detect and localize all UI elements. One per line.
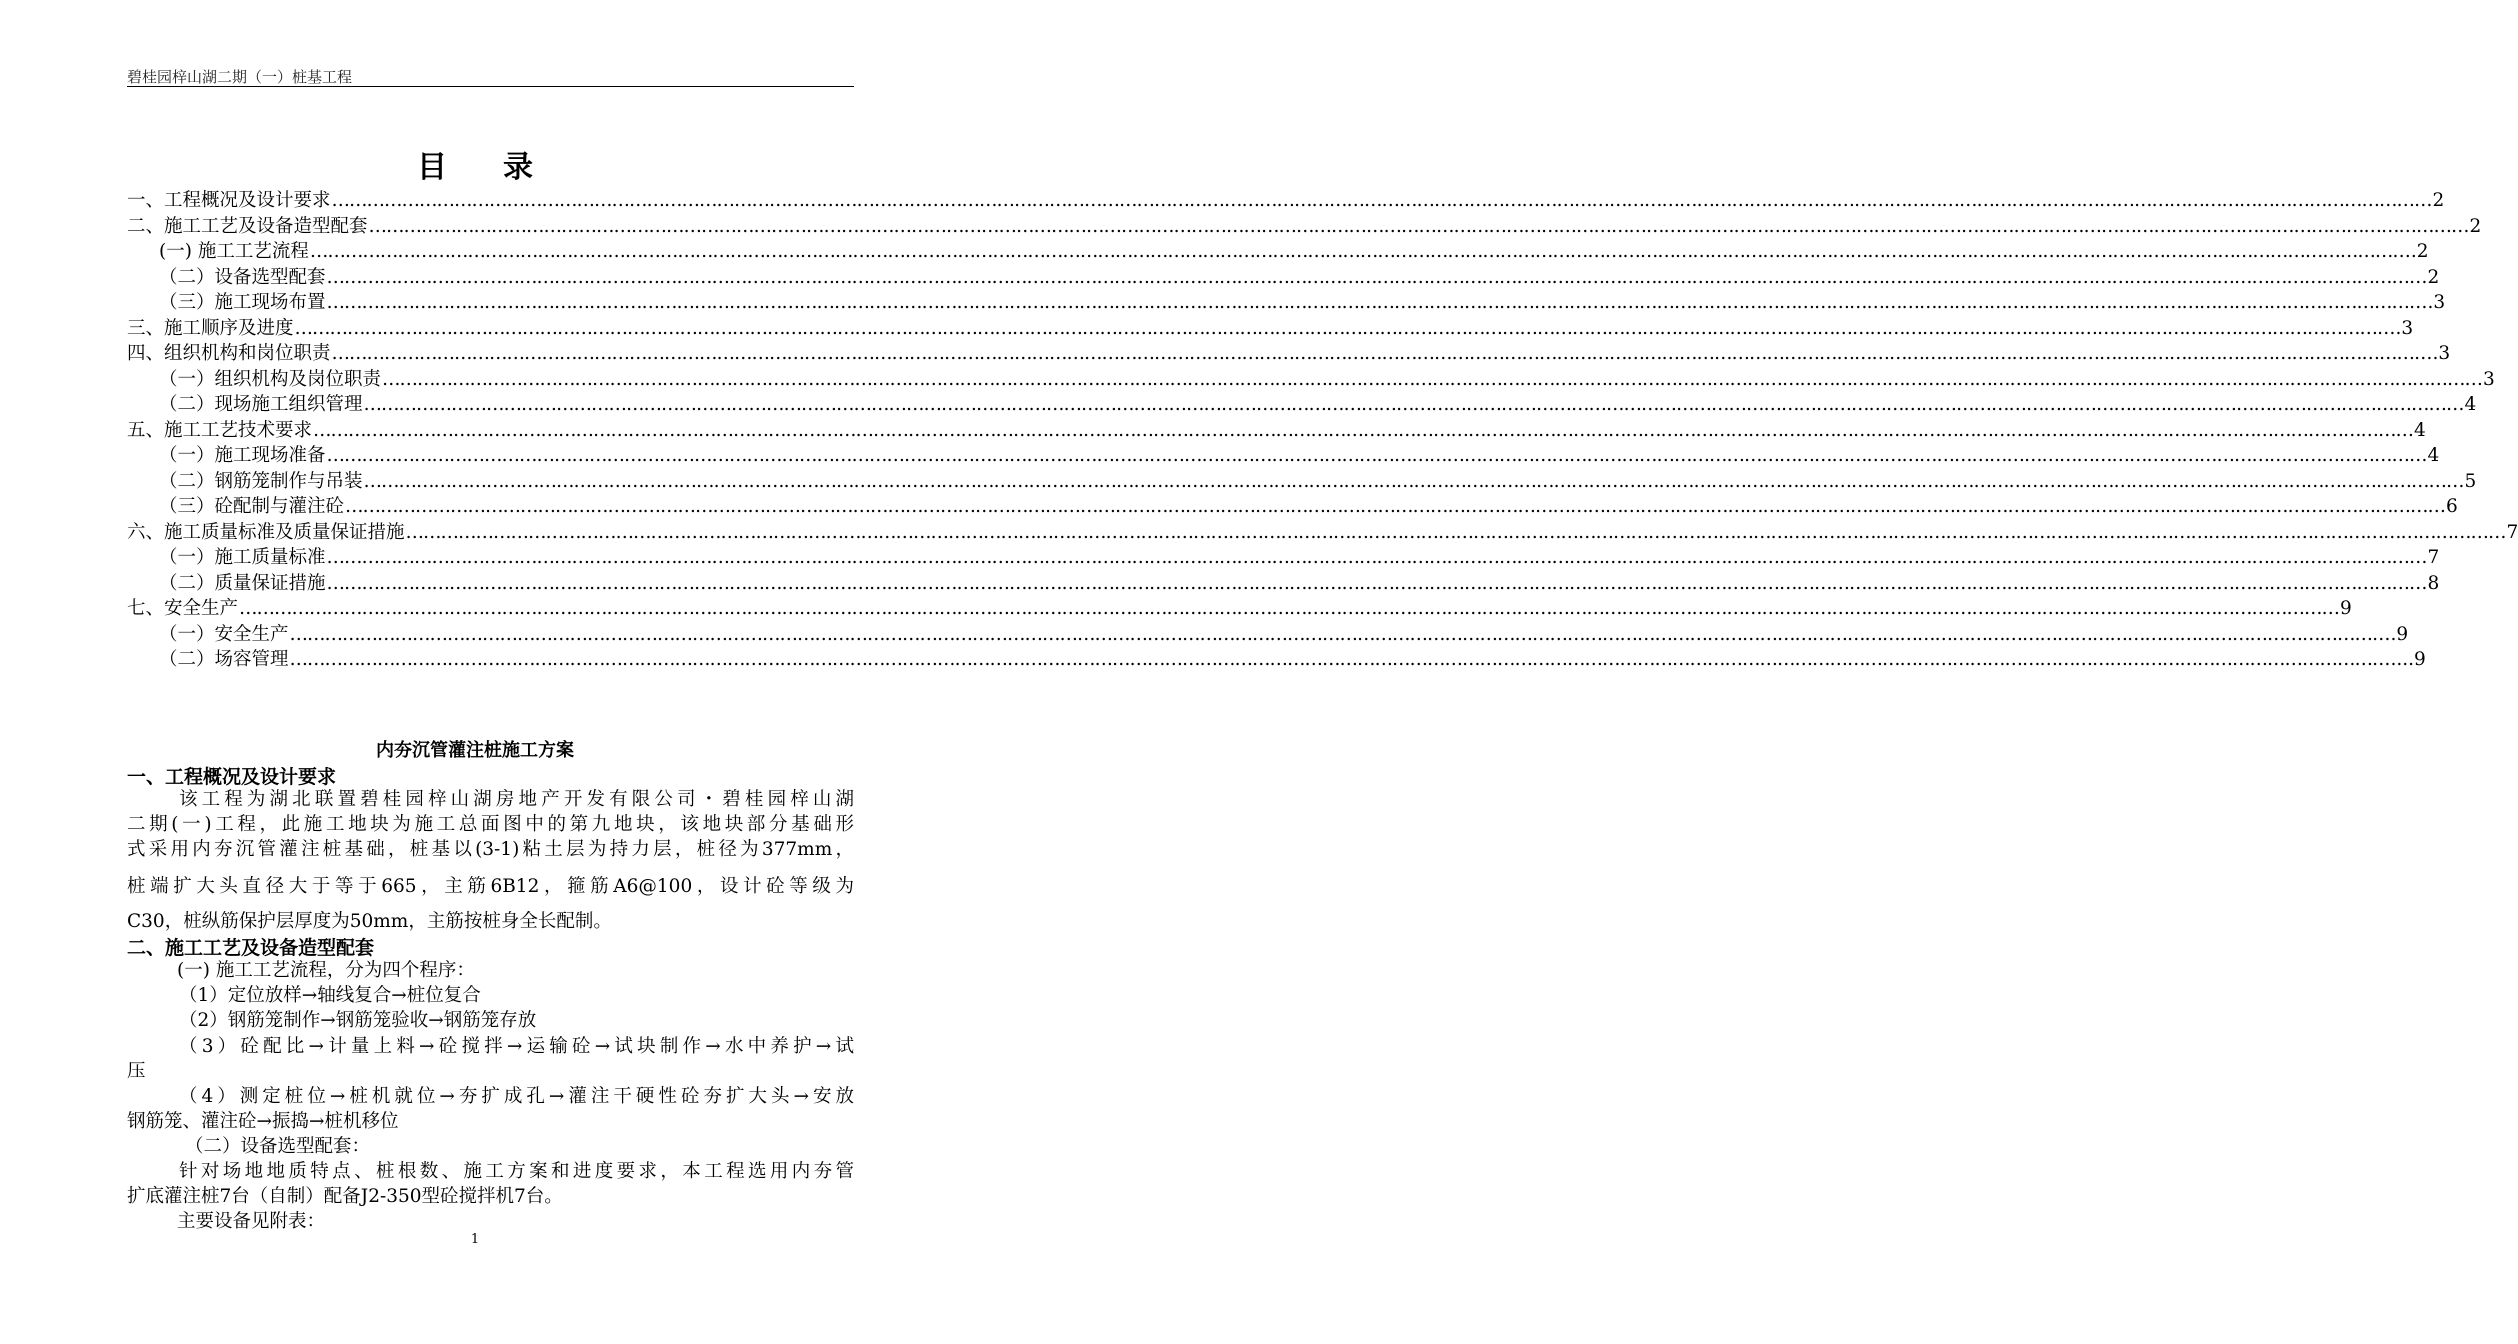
toc-leader-dots: ……………………………………………………………………………………………………………………………………………………………………………………………………………………………………………………………………………………………………………………………… xyxy=(326,445,2427,466)
toc-leader-dots: ……………………………………………………………………………………………………………………………………………………………………………………………………………………………………………………………………………………………………………………………… xyxy=(331,190,2432,211)
toc-entry[interactable] xyxy=(127,316,2414,342)
section-1-line-3: 式采用内夯沉管灌注桩基础，桩基以(3-1)粘土层为持力层，桩径为377mm， xyxy=(127,839,854,860)
toc-leader-dots: ……………………………………………………………………………………………………………………………………………………………………………………………………………………………………………………………………………………………………………………………… xyxy=(289,649,2390,670)
toc-leader-dots: ……………………………………………………………………………………………………………………………………………………………………………………………………………………………………………………………………………………………………………………………… xyxy=(363,394,2464,415)
equipment-table-ref: 主要设备见附表： xyxy=(177,1211,326,1232)
process-intro: (一) 施工工艺流程，分为四个程序： xyxy=(177,960,475,981)
toc-leader-dots: ……………………………………………………………………………………………………………………………………………………………………………………………………………………………………………………………………………………………………………………………… xyxy=(294,317,2395,339)
toc-entry[interactable] xyxy=(127,494,2458,520)
toc-entry-label: 五、施工工艺技术要求 xyxy=(127,419,313,441)
toc-entry[interactable] xyxy=(127,443,2440,469)
toc-entry-label: （二）钢筋笼制作与吊装 xyxy=(159,470,363,492)
toc-entry-label: 三、施工顺序及进度 xyxy=(127,317,294,339)
toc-entry-label: 四、组织机构和岗位职责 xyxy=(127,343,331,364)
header-rule xyxy=(127,86,854,87)
toc-leader-dots: ……………………………………………………………………………………………………………………………………………………………………………………………………………………………………………………………………………………………………………………………… xyxy=(345,496,2446,517)
toc-entry[interactable] xyxy=(127,239,2429,265)
toc-entry-page: .3 xyxy=(2395,317,2414,339)
toc-entry-page: .3 xyxy=(2432,343,2451,364)
section-1-line-1: 该工程为湖北联置碧桂园梓山湖房地产开发有限公司・碧桂园梓山湖 xyxy=(179,789,854,810)
toc-entry[interactable] xyxy=(127,188,2445,214)
toc-entry-page: 8 xyxy=(2427,572,2440,594)
toc-entry-label: （一）施工现场准备 xyxy=(159,445,326,466)
toc-entry-label: （二）场容管理 xyxy=(159,649,289,670)
section-2-heading: 二、施工工艺及设备造型配套 xyxy=(127,937,375,959)
toc-leader-dots: ……………………………………………………………………………………………………………………………………………………………………………………………………………………………………………………………………………………………………………………………… xyxy=(309,241,2410,262)
toc-entry-page: 4 xyxy=(2427,445,2440,466)
toc-leader-dots: ……………………………………………………………………………………………………………………………………………………………………………………………………………………………………………………………………………………………………………………………… xyxy=(313,419,2414,441)
equipment-line-2: 扩底灌注桩7台（自制）配备J2-350型砼搅拌机7台。 xyxy=(127,1186,563,1207)
toc-entry[interactable] xyxy=(127,545,2440,571)
toc-entry-label: （二）质量保证措施 xyxy=(159,572,326,594)
process-step-4-line-2: 钢筋笼、灌注砼→振捣→桩机移位 xyxy=(127,1111,399,1132)
equipment-line-1: 针对场地地质特点、桩根数、施工方案和进度要求，本工程选用内夯管 xyxy=(179,1161,854,1182)
section-1-heading: 一、工程概况及设计要求 xyxy=(127,766,337,788)
toc-entry-label: （二）设备选型配套 xyxy=(159,266,326,288)
toc-entry[interactable] xyxy=(127,290,2446,316)
toc-entry-label: （三）施工现场布置 xyxy=(159,292,326,313)
toc-entry[interactable] xyxy=(127,647,2426,673)
toc-title-right: 录 xyxy=(503,150,533,185)
toc-entry-page: 5 xyxy=(2464,470,2477,492)
toc-entry[interactable] xyxy=(127,469,2477,495)
toc-leader-dots: ……………………………………………………………………………………………………………………………………………………………………………………………………………………………………………………………………………………………………………………………… xyxy=(368,215,2469,237)
toc-leader-dots: ……………………………………………………………………………………………………………………………………………………………………………………………………………………………………………………………………………………………………………………………… xyxy=(239,598,2340,619)
toc-leader-dots: ……………………………………………………………………………………………………………………………………………………………………………………………………………………………………………………………………………………………………………………………… xyxy=(326,266,2427,288)
toc-title-left: 目 xyxy=(417,150,447,185)
toc-leader-dots: ……………………………………………………………………………………………………………………………………………………………………………………………………………………………………………………………………………………………………………………………… xyxy=(326,292,2427,313)
toc-entry-page: 9 xyxy=(2340,598,2352,619)
toc-entry-label: 一、工程概况及设计要求 xyxy=(127,190,331,211)
toc-leader-dots: ……………………………………………………………………………………………………………………………………………………………………………………………………………………………………………………………………………………………………………………………… xyxy=(331,343,2432,364)
toc-entry-page: .9 xyxy=(2390,623,2409,645)
toc-entry[interactable] xyxy=(127,418,2426,444)
document-title: 内夯沉管灌注桩施工方案 xyxy=(376,740,574,761)
toc-entry-page: 4 xyxy=(2414,419,2426,441)
toc-entry-page: 4 xyxy=(2464,394,2477,415)
toc-entry[interactable] xyxy=(127,341,2451,367)
table-of-contents xyxy=(127,188,2518,673)
toc-entry-label: （三）砼配制与灌注砼 xyxy=(159,496,345,517)
toc-entry-label: 二、施工工艺及设备造型配套 xyxy=(127,215,368,237)
toc-entry-label: 七、安全生产 xyxy=(127,598,239,619)
toc-entry[interactable] xyxy=(127,596,2352,622)
toc-entry-label: 六、施工质量标准及质量保证措施 xyxy=(127,521,405,543)
toc-entry-label: （一）施工质量标准 xyxy=(159,547,326,568)
process-step-4-line-1: （4）测定桩位→桩机就位→夯扩成孔→灌注干硬性砼夯扩大头→安放 xyxy=(179,1086,854,1107)
toc-entry-page: 2 xyxy=(2469,215,2482,237)
toc-entry-page: 3 xyxy=(2483,368,2495,390)
toc-entry[interactable] xyxy=(127,367,2495,393)
equipment-heading: （二）设备选型配套： xyxy=(185,1136,371,1157)
toc-leader-dots: ……………………………………………………………………………………………………………………………………………………………………………………………………………………………………………………………………………………………………………………………… xyxy=(326,547,2427,568)
toc-entry[interactable] xyxy=(127,392,2477,418)
process-step-3-line-1: （3）砼配比→计量上料→砼搅拌→运输砼→试块制作→水中养护→试 xyxy=(179,1036,854,1057)
toc-entry-page: 2 xyxy=(2432,190,2445,211)
toc-leader-dots: ……………………………………………………………………………………………………………………………………………………………………………………………………………………………………………………………………………………………………………………………… xyxy=(289,623,2390,645)
process-step-3-line-2: 压 xyxy=(127,1061,146,1082)
section-1-line-5: C30，桩纵筋保护层厚度为50mm，主筋按桩身全长配制。 xyxy=(127,911,612,932)
page-number: 1 xyxy=(470,1232,480,1247)
toc-entry-page: .2 xyxy=(2410,241,2429,262)
toc-entry[interactable] xyxy=(127,520,2518,546)
toc-entry[interactable] xyxy=(127,214,2482,240)
toc-entry-label: (一) 施工工艺流程 xyxy=(159,241,309,262)
toc-leader-dots: ……………………………………………………………………………………………………………………………………………………………………………………………………………………………………………………………………………………………………………………………… xyxy=(382,368,2483,390)
toc-entry-page: 6 xyxy=(2446,496,2458,517)
process-step-1: （1）定位放样→轴线复合→桩位复合 xyxy=(179,985,481,1006)
page-header: 碧桂园梓山湖二期（一）桩基工程 xyxy=(127,68,353,86)
toc-leader-dots: ……………………………………………………………………………………………………………………………………………………………………………………………………………………………………………………………………………………………………………………………… xyxy=(405,521,2506,543)
section-1-line-2: 二期(一)工程，此施工地块为施工总面图中的第九地块，该地块部分基础形 xyxy=(127,814,854,835)
toc-entry[interactable] xyxy=(127,622,2409,648)
toc-entry-page: 7 xyxy=(2427,547,2440,568)
toc-entry-label: （一）组织机构及岗位职责 xyxy=(159,368,382,390)
toc-leader-dots: ……………………………………………………………………………………………………………………………………………………………………………………………………………………………………………………………………………………………………………………………… xyxy=(363,470,2464,492)
toc-entry[interactable] xyxy=(127,571,2440,597)
toc-entry-label: （一）安全生产 xyxy=(159,623,289,645)
toc-entry-label: （二）现场施工组织管理 xyxy=(159,394,363,415)
toc-entry-page: ....9 xyxy=(2390,649,2426,670)
toc-entry[interactable] xyxy=(127,265,2440,291)
toc-entry-page: 2 xyxy=(2427,266,2440,288)
toc-entry-page: 7 xyxy=(2506,521,2518,543)
section-1-line-4: 桩端扩大头直径大于等于665，主筋6B12，箍筋A6@100，设计砼等级为 xyxy=(127,876,854,897)
toc-title xyxy=(0,142,950,186)
toc-entry-page: .3 xyxy=(2427,292,2446,313)
toc-leader-dots: ……………………………………………………………………………………………………………………………………………………………………………………………………………………………………………………………………………………………………………………………… xyxy=(326,572,2427,594)
process-step-2: （2）钢筋笼制作→钢筋笼验收→钢筋笼存放 xyxy=(179,1010,537,1031)
